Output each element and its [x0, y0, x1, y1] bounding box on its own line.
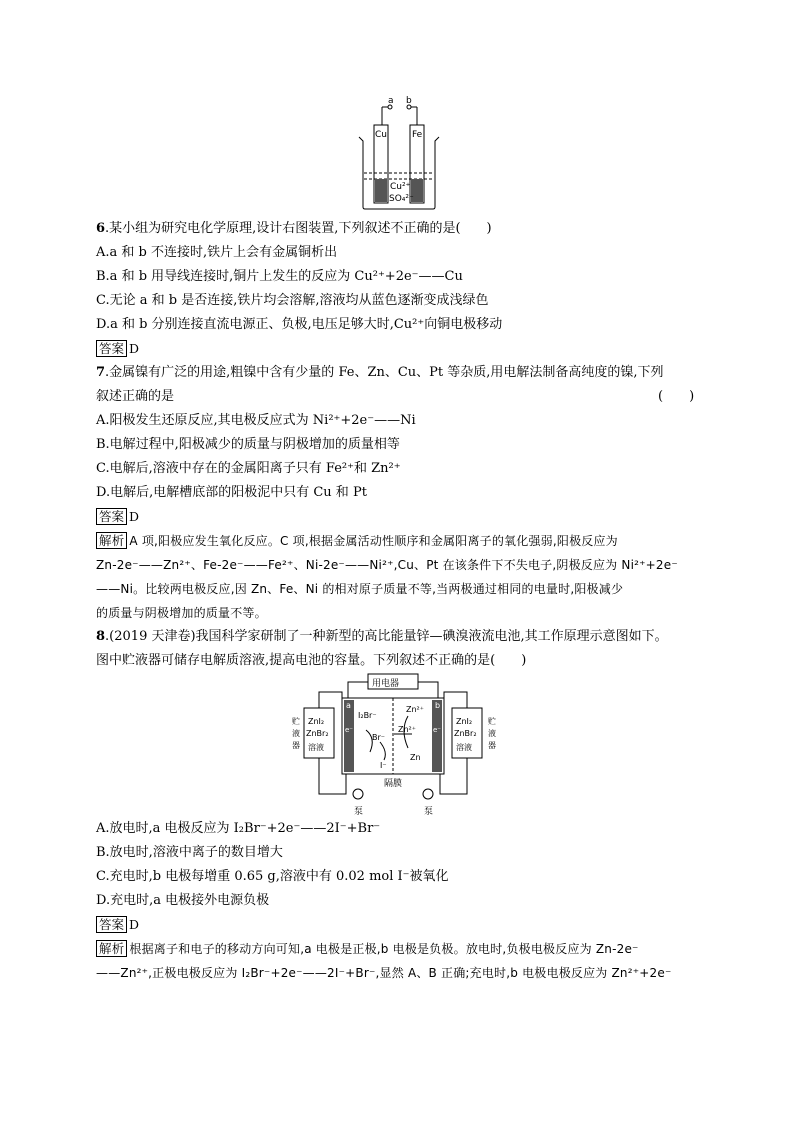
q6-stem-text: .某小组为研究电化学原理,设计右图装置,下列叙述不正确的是( )	[105, 221, 492, 236]
device-label: 用电器	[372, 679, 400, 689]
q7-option-a: A.阳极发生还原反应,其电极反应式为 Ni²⁺+2e⁻——Ni	[96, 413, 416, 428]
q7-option-b: B.电解过程中,阳极减少的质量与阴极增加的质量相等	[96, 437, 400, 452]
tank-right-l2: ZnBr₂	[454, 729, 477, 738]
tank-right-l3: 溶液	[456, 743, 472, 752]
answer-label: 答案	[96, 340, 127, 357]
q6-option-c: C.无论 a 和 b 是否连接,铁片均会溶解,溶液均从蓝色逐渐变成浅绿色	[96, 293, 489, 308]
label-cu: Cu	[375, 130, 387, 140]
e-left-label: e⁻	[345, 726, 354, 734]
q7-explanation-text-1: A 项,阳极应发生氧化反应。C 项,根据金属活动性顺序和金属阳离子的氧化强弱,阳极反应为	[129, 534, 618, 548]
q6-answer-value: D	[129, 341, 140, 356]
tank-right-l1: ZnI₂	[456, 717, 473, 726]
species-zn2-top: Zn²⁺	[406, 705, 424, 714]
tank-label-left-2: 液	[292, 729, 300, 738]
species-i: I⁻	[380, 761, 387, 770]
q7-number: 7	[96, 365, 106, 380]
q8-answer	[96, 916, 139, 934]
label-b: b	[406, 96, 412, 106]
electrode-b	[432, 700, 442, 772]
q7-stem-text: .金属镍有广泛的用途,粗镍中含有少量的 Fe、Zn、Cu、Pt 等杂质,用电解法制备高纯度的镍,下列	[105, 365, 664, 380]
species-zn: Zn	[410, 753, 421, 762]
q7-explanation-2: Zn-2e⁻——Zn²⁺、Fe-2e⁻——Fe²⁺、Ni-2e⁻——Ni²⁺,Cu、Pt 在该条件下不失电子,阴极反应为 Ni²⁺+2e⁻	[96, 558, 678, 572]
pump-left-label: 泵	[354, 807, 364, 817]
tank-label-left-1: 贮	[292, 717, 300, 726]
tank-label-right-2: 液	[488, 729, 496, 738]
q6-number: 6	[96, 221, 106, 236]
electrode-a-label: a	[346, 701, 351, 710]
q6-option-d: D.a 和 b 分别连接直流电源正、负极,电压足够大时,Cu²⁺向铜电极移动	[96, 317, 503, 332]
species-i2br: I₂Br⁻	[358, 711, 377, 720]
q7-stem-2: 叙述正确的是	[96, 389, 175, 404]
q8-stem-2: 图中贮液器可储存电解质溶液,提高电池的容量。下列叙述不正确的是( )	[96, 653, 527, 668]
q6-option-a: A.a 和 b 不连接时,铁片上会有金属铜析出	[96, 245, 338, 260]
tank-label-left-3: 器	[292, 741, 300, 750]
tank-label-right-1: 贮	[488, 717, 496, 726]
species-br: Br⁻	[372, 733, 385, 742]
electrode-b-label: b	[435, 701, 441, 710]
label-ion-cu: Cu²⁺	[390, 182, 411, 192]
q7-option-d: D.电解后,电解槽底部的阳极泥中只有 Cu 和 Pt	[96, 485, 367, 500]
q8-option-c: C.充电时,b 电极每增重 0.65 g,溶液中有 0.02 mol I⁻被氧化	[96, 869, 449, 884]
e-right-label: e⁻	[433, 726, 442, 734]
q7-answer	[96, 508, 139, 526]
membrane-label: 隔膜	[384, 779, 403, 789]
q8-explanation-2: ——Zn²⁺,正极电极反应为 I₂Br⁻+2e⁻——2I⁻+Br⁻,显然 A、B 正确;充电时,b 电极电极反应为 Zn²⁺+2e⁻	[96, 966, 672, 980]
q8-option-b: B.放电时,溶液中离子的数目增大	[96, 845, 283, 860]
q8-option-d: D.充电时,a 电极接外电源负极	[96, 893, 270, 908]
q8-explanation-1	[96, 940, 639, 958]
q6-option-b: B.a 和 b 用导线连接时,铜片上发生的反应为 Cu²⁺+2e⁻——Cu	[96, 269, 463, 284]
tank-left-l3: 溶液	[308, 743, 324, 752]
label-a: a	[388, 96, 394, 106]
q6-answer	[96, 340, 139, 358]
q7-explanation-4: 的质量与阴极增加的质量不等。	[96, 606, 267, 620]
q7-paren: ( )	[658, 389, 695, 404]
label-fe: Fe	[412, 130, 423, 140]
q8-explanation-text-1: 根据离子和电子的移动方向可知,a 电极是正极,b 电极是负极。放电时,负极电极反应为 Zn-2e⁻	[129, 942, 639, 956]
q8-answer-value: D	[129, 917, 140, 932]
figure-flow-battery	[284, 672, 504, 820]
q8-option-a: A.放电时,a 电极反应为 I₂Br⁻+2e⁻——2I⁻+Br⁻	[96, 821, 381, 836]
label-ion-so4: SO₄²⁻	[389, 194, 414, 204]
figure-electrochemical-cell	[355, 95, 455, 213]
species-zn2-mid: Zn²⁺	[398, 725, 416, 734]
explanation-label: 解析	[96, 940, 127, 957]
q7-option-c: C.电解后,溶液中存在的金属阳离子只有 Fe²⁺和 Zn²⁺	[96, 461, 401, 476]
tank-left-l2: ZnBr₂	[306, 729, 329, 738]
answer-label: 答案	[96, 916, 127, 933]
q8-stem-1	[96, 628, 668, 646]
q6-stem	[96, 220, 492, 238]
tank-label-right-3: 器	[488, 741, 496, 750]
answer-label: 答案	[96, 508, 127, 525]
q7-answer-value: D	[129, 509, 140, 524]
pump-right-label: 泵	[424, 807, 434, 817]
electrode-a	[344, 700, 354, 772]
q7-stem-1	[96, 364, 664, 382]
q8-number: 8	[96, 629, 106, 644]
q8-stem-text: .(2019 天津卷)我国科学家研制了一种新型的高比能量锌—碘溴液流电池,其工作原理示意图如下。	[105, 629, 668, 644]
q7-explanation-1	[96, 532, 618, 550]
cu-electrode-submerged	[375, 179, 387, 202]
tank-left-l1: ZnI₂	[308, 717, 325, 726]
q7-explanation-3: ——Ni。比较两电极反应,因 Zn、Fe、Ni 的相对原子质量不等,当两极通过相同的电量时,阳极减少	[96, 582, 624, 596]
explanation-label: 解析	[96, 532, 127, 549]
